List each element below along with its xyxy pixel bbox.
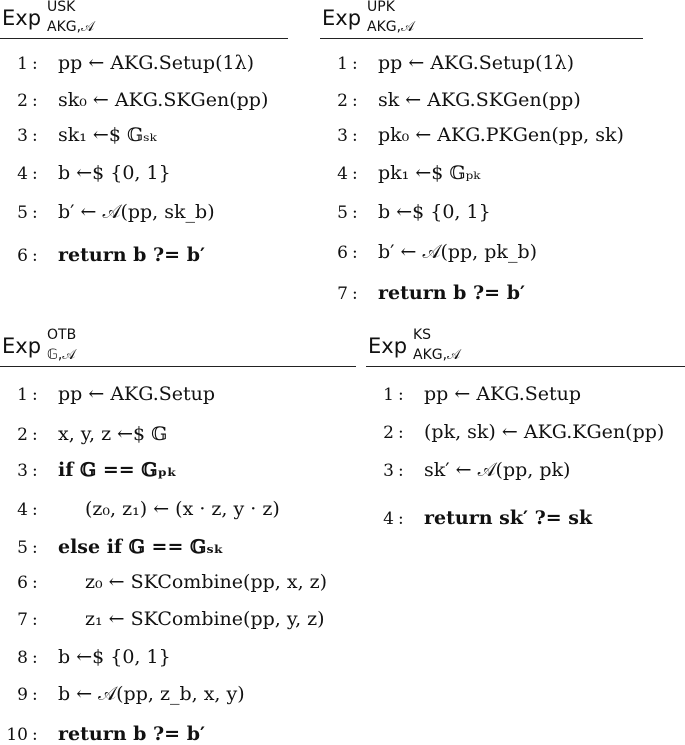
line-code: pk₀ ← AKG.PKGen(pp, sk) — [378, 124, 624, 146]
experiment-ks — [366, 328, 685, 367]
line-code: sk′ ← 𝒜(pp, pk) — [424, 459, 571, 481]
line-colon: : — [32, 461, 38, 481]
experiment-title: Exp UPK AKG,𝒜 — [322, 0, 415, 35]
line-number: 2 — [383, 423, 394, 443]
line-colon: : — [352, 54, 358, 74]
line-colon: : — [398, 423, 404, 443]
line-colon: : — [32, 126, 38, 146]
line-colon: : — [352, 284, 358, 304]
line-code: (z₀, z₁) ← (x · z, y · z) — [85, 498, 280, 520]
experiment-usk — [0, 0, 288, 39]
line-colon: : — [352, 126, 358, 146]
line-code: x, y, z ←$ 𝔾 — [58, 423, 168, 445]
line-number: 10 — [6, 725, 28, 745]
line-colon: : — [32, 538, 38, 558]
line-code: b ←$ {0, 1} — [58, 162, 171, 184]
line-code: return b ?= b′ — [58, 723, 205, 745]
line-colon: : — [32, 725, 38, 745]
line-code: sk₀ ← AKG.SKGen(pp) — [58, 89, 269, 111]
line-code: z₀ ← SKCombine(pp, x, z) — [85, 571, 328, 593]
experiment-upk — [320, 0, 643, 39]
line-code: b ←$ {0, 1} — [58, 646, 171, 668]
line-number: 3 — [17, 461, 28, 481]
line-colon: : — [398, 509, 404, 529]
experiment-title: Exp KS AKG,𝒜 — [368, 327, 461, 363]
line-colon: : — [352, 164, 358, 184]
line-number: 6 — [337, 243, 348, 263]
title-rule — [0, 366, 356, 367]
title-rule — [0, 38, 288, 39]
line-number: 2 — [337, 91, 348, 111]
line-number: 3 — [17, 126, 28, 146]
line-number: 4 — [17, 164, 28, 184]
line-number: 5 — [337, 203, 348, 223]
line-colon: : — [32, 246, 38, 266]
line-number: 2 — [17, 91, 28, 111]
line-number: 5 — [17, 203, 28, 223]
line-colon: : — [352, 243, 358, 263]
line-number: 1 — [383, 385, 394, 405]
line-colon: : — [32, 500, 38, 520]
line-colon: : — [352, 203, 358, 223]
line-code: return b ?= b′ — [58, 244, 205, 266]
line-code: b ← 𝒜(pp, z_b, x, y) — [58, 683, 245, 705]
line-code: if 𝔾 == 𝔾ₚₖ — [58, 459, 177, 481]
line-colon: : — [398, 385, 404, 405]
line-colon: : — [32, 164, 38, 184]
line-number: 7 — [337, 284, 348, 304]
line-code: return b ?= b′ — [378, 282, 525, 304]
line-number: 7 — [17, 610, 28, 630]
line-number: 4 — [383, 509, 394, 529]
title-rule — [320, 38, 643, 39]
line-code: pp ← AKG.Setup — [58, 383, 216, 405]
line-code: else if 𝔾 == 𝔾ₛₖ — [58, 536, 224, 558]
line-number: 8 — [17, 648, 28, 668]
line-number: 6 — [17, 246, 28, 266]
line-colon: : — [398, 461, 404, 481]
line-code: z₁ ← SKCombine(pp, y, z) — [85, 608, 325, 630]
line-number: 4 — [17, 500, 28, 520]
line-code: b′ ← 𝒜(pp, pk_b) — [378, 241, 538, 263]
line-colon: : — [352, 91, 358, 111]
line-code: pp ← AKG.Setup(1λ) — [58, 52, 255, 74]
line-colon: : — [32, 54, 38, 74]
experiment-otb — [0, 328, 356, 367]
line-code: (pk, sk) ← AKG.KGen(pp) — [424, 421, 665, 443]
line-colon: : — [32, 648, 38, 668]
line-number: 4 — [337, 164, 348, 184]
title-rule — [366, 366, 685, 367]
line-code: pp ← AKG.Setup(1λ) — [378, 52, 575, 74]
line-code: b′ ← 𝒜(pp, sk_b) — [58, 201, 215, 223]
line-code: sk₁ ←$ 𝔾ₛₖ — [58, 124, 157, 146]
line-colon: : — [32, 425, 38, 445]
line-colon: : — [32, 685, 38, 705]
line-code: b ←$ {0, 1} — [378, 201, 491, 223]
line-colon: : — [32, 91, 38, 111]
line-code: pp ← AKG.Setup — [424, 383, 582, 405]
line-colon: : — [32, 573, 38, 593]
line-number: 1 — [17, 385, 28, 405]
line-number: 3 — [337, 126, 348, 146]
line-number: 9 — [17, 685, 28, 705]
line-colon: : — [32, 385, 38, 405]
line-number: 3 — [383, 461, 394, 481]
line-code: pk₁ ←$ 𝔾ₚₖ — [378, 162, 481, 184]
line-number: 6 — [17, 573, 28, 593]
line-number: 5 — [17, 538, 28, 558]
experiment-title: Exp OTB 𝔾,𝒜 — [2, 327, 77, 363]
line-code: return sk′ ?= sk — [424, 507, 593, 529]
line-code: sk ← AKG.SKGen(pp) — [378, 89, 581, 111]
line-number: 1 — [337, 54, 348, 74]
line-number: 1 — [17, 54, 28, 74]
line-colon: : — [32, 610, 38, 630]
experiment-title: Exp USK AKG,𝒜 — [2, 0, 95, 35]
line-number: 2 — [17, 425, 28, 445]
line-colon: : — [32, 203, 38, 223]
